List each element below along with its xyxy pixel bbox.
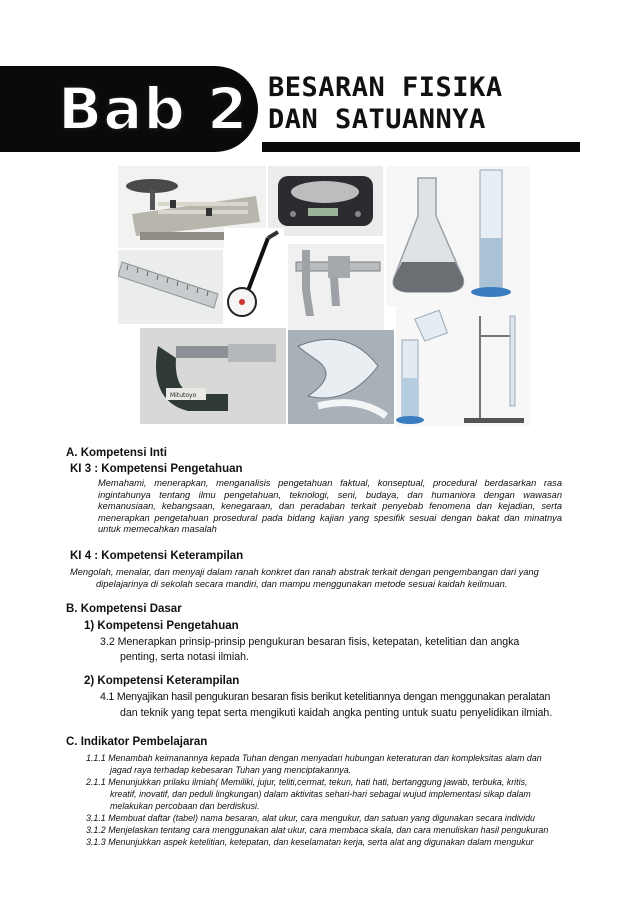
measuring-wheel-image <box>224 228 284 326</box>
micrometer-image <box>140 328 286 424</box>
vernier-caliper-image <box>288 244 384 330</box>
tape-measure-image <box>288 330 394 424</box>
section-b-heading: B. Kompetensi Dasar <box>66 603 182 615</box>
kd-3-2-line-1: 3.2 Menerapkan prinsip-prinsip pengukuran besaran fisis, ketepatan, ketelitian dan angka <box>100 636 520 648</box>
burette-and-beaker-image <box>396 306 530 426</box>
kd-keterampilan-heading: 2) Kompetensi Keterampilan <box>84 675 240 687</box>
ki3-heading: KI 3 : Kompetensi Pengetahuan <box>70 463 243 475</box>
kd-4-1-line-2: dan teknik yang tepat serta mengikuti kaidah angka penting untuk suatu penyelidikan ilmiah. <box>120 707 553 719</box>
title-underline-rule <box>262 142 580 152</box>
digital-scale-image <box>268 166 383 236</box>
indicator-line: melakukan percobaan dan berdiskusi. <box>110 801 260 811</box>
micrometer-brand-label: Mitutoyo <box>170 392 197 399</box>
kd-4-1-line-1: 4.1 Menyajikan hasil pengukuran besaran fisis berikut ketelitiannya dengan menggunakan peralatan <box>100 691 551 703</box>
indicator-line: 1.1.1 Menambah keimanannya kepada Tuhan dengan menyadari hubungan keteraturan dan kompleksitas alam dan <box>86 753 542 763</box>
ki3-text: Memahami, menerapkan, menganalisis pengetahuan faktual, konseptual, procedural berdasarkan rasa ingintahunya tentang ilmu pengetahuan, teknologi, seni, budaya, dan humaniora dengan wawasan kemanusiaan, kebangsaan, kenegaraan, dan peradaban terkait penyebab fenomena dan kejadian, serta menerapkan pengetahuan prosedural pada bidang kajian yang spesifik sesuai dengan bakat dan minatnya untuk memecahkan masalah <box>98 478 562 535</box>
indicator-line: 3.1.1 Membuat daftar (tabel) nama besaran, alat ukur, cara mengukur, dan satuan yang digunakan secara individu <box>86 813 535 823</box>
indicator-line: 3.1.3 Menunjukkan aspek ketelitian, ketepatan, dan keselamatan kerja, serta alat ang digunakan dalam mengukur <box>86 837 534 847</box>
section-c-heading: C. Indikator Pembelajaran <box>66 736 208 748</box>
chapter-title-line-2: DAN SATUANNYA <box>268 104 486 135</box>
ki4-heading: KI 4 : Kompetensi Keterampilan <box>70 550 244 562</box>
kd-pengetahuan-heading: 1) Kompetensi Pengetahuan <box>84 620 239 632</box>
section-a-heading: A. Kompetensi Inti <box>66 447 167 459</box>
ki4-text-line-2: dipelajarinya di sekolah secara mandiri, dan mampu menggunakan metode sesuai kaidah keilmuan. <box>96 579 508 589</box>
chapter-title-line-1: BESARAN FISIKA <box>268 72 503 103</box>
metal-ruler-image <box>118 250 223 324</box>
chapter-label: Bab 2 <box>58 75 249 143</box>
indicator-line: kreatif, inovatif, dan peduli lingkungan) dalam aktivitas sehari-hari sebagai wujud implementasi sikap dalam <box>110 789 531 799</box>
measuring-instruments-collage <box>118 166 530 426</box>
indicator-line: 2.1.1 Menunjukkan prilaku ilmiah( Memiliki, jujur, teliti,cermat, tekun, hati hati, bertanggung jawab, terbuka, kritis, <box>86 777 528 787</box>
chapter-title <box>268 72 578 136</box>
flask-and-cylinder-image <box>386 166 530 306</box>
ki4-text-line-1: Mengolah, menalar, dan menyaji dalam ranah konkret dan ranah abstrak terkait dengan pengembangan dari yang <box>70 567 539 577</box>
indicator-line: 3.1.2 Menjelaskan tentang cara menggunakan alat ukur, cara membaca skala, dan cara menuliskan hasil pengukuran <box>86 825 549 835</box>
indicator-line: jagad raya terhadap kebesaran Tuhan yang menciptakannya. <box>110 765 352 775</box>
kd-3-2-line-2: penting, serta notasi ilmiah. <box>120 651 249 663</box>
